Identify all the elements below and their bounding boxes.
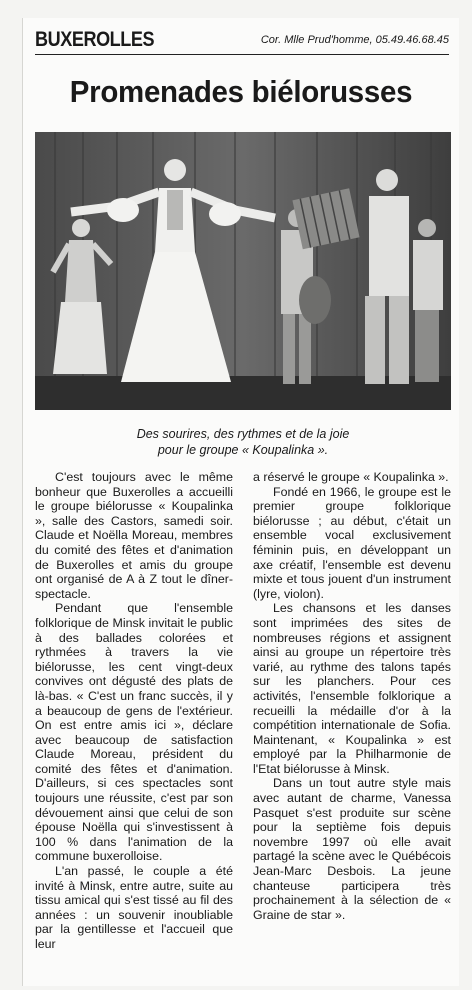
- paragraph: L'an passé, le couple a été invité à Minsk, entre autre, suite au tissu amical qui s'est tissé au fil des années : un souvenir inoubliable par la gentillesse et l'accueil que leur: [35, 864, 233, 951]
- stage-photo: [35, 132, 451, 410]
- article-title: Promenades biélorusses: [69, 74, 413, 109]
- caption-line-2: pour le groupe « Koupalinka ».: [157, 443, 329, 457]
- paragraph: C'est toujours avec le même bonheur que Buxerolles a accueilli le groupe biélorusse « Koupalinka », salle des Castors, samedi soir. Claude et Noëlla Moreau, membres du comité des fêtes et d'animation de Buxerolles et amis du groupe ont organisé de A à Z tout le dîner-spectacle.: [35, 470, 233, 601]
- paragraph: Pendant que l'ensemble folklorique de Minsk invitait le public à des ballades colorées et rythmées à travers la vie biélorusse, les cent vingt-deux convives ont dégusté des plats de là-bas. « C'est un franc succès, il y a beaucoup de gens de l'extérieur. On est entre amis ici », déclare avec beaucoup de satisfaction Claude Moreau, président du comité des fêtes et d'animation. D'ailleurs, si ces spectacles sont toujours une réussite, c'est par son dévouement ainsi que celui de son épouse Noëlla qui s'investissent à 100 % dans l'animation de la commune buxerolloise.: [35, 601, 233, 864]
- article-column-1: [35, 470, 233, 952]
- paragraph: Les chansons et les danses sont imprimées des sites de nombreuses régions et assignent ainsi au groupe un répertoire très varié, au rythme des talons tapés sur les planchers. Pour ces activités, l'ensemble folklorique a recueilli la médaille d'or à la compétition internationale de Sofia. Maintenant, « Koupalinka » est employé par la Philharmonie de l'Etat biélorusse à Minsk.: [253, 601, 451, 776]
- article-header: [35, 28, 449, 55]
- town-name: BUXEROLLES: [35, 28, 155, 51]
- newspaper-clipping: [22, 18, 459, 986]
- caption-line-1: Des sourires, des rythmes et de la joie: [136, 427, 350, 441]
- article-column-2: [253, 470, 451, 922]
- paragraph-continued: a réservé le groupe « Koupalinka ».: [253, 470, 449, 484]
- paragraph: Fondé en 1966, le groupe est le premier groupe folklorique biélorusse ; au début, c'était un ensemble vocal exclusivement féminin puis, en développant un axe créatif, l'ensemble est devenu mixte et tous jouent d'un instrument (lyre, violon).: [253, 484, 451, 601]
- musician-right: [413, 219, 443, 382]
- paragraph: Dans un tout autre style mais avec autant de charme, Vanessa Pasquet s'est produite sur scène pour la septième fois depuis novembre 1997 où elle avait partagé la scène avec le Québécois Jean-Marc Desbois. La jeune chanteuse participera très prochainement à la sélection de « Graine de star ».: [253, 776, 451, 922]
- photo-caption: [35, 426, 451, 458]
- article-photo: [35, 132, 451, 410]
- correspondent-credit: Cor. Mlle Prud'homme, 05.49.46.68.45: [260, 34, 449, 46]
